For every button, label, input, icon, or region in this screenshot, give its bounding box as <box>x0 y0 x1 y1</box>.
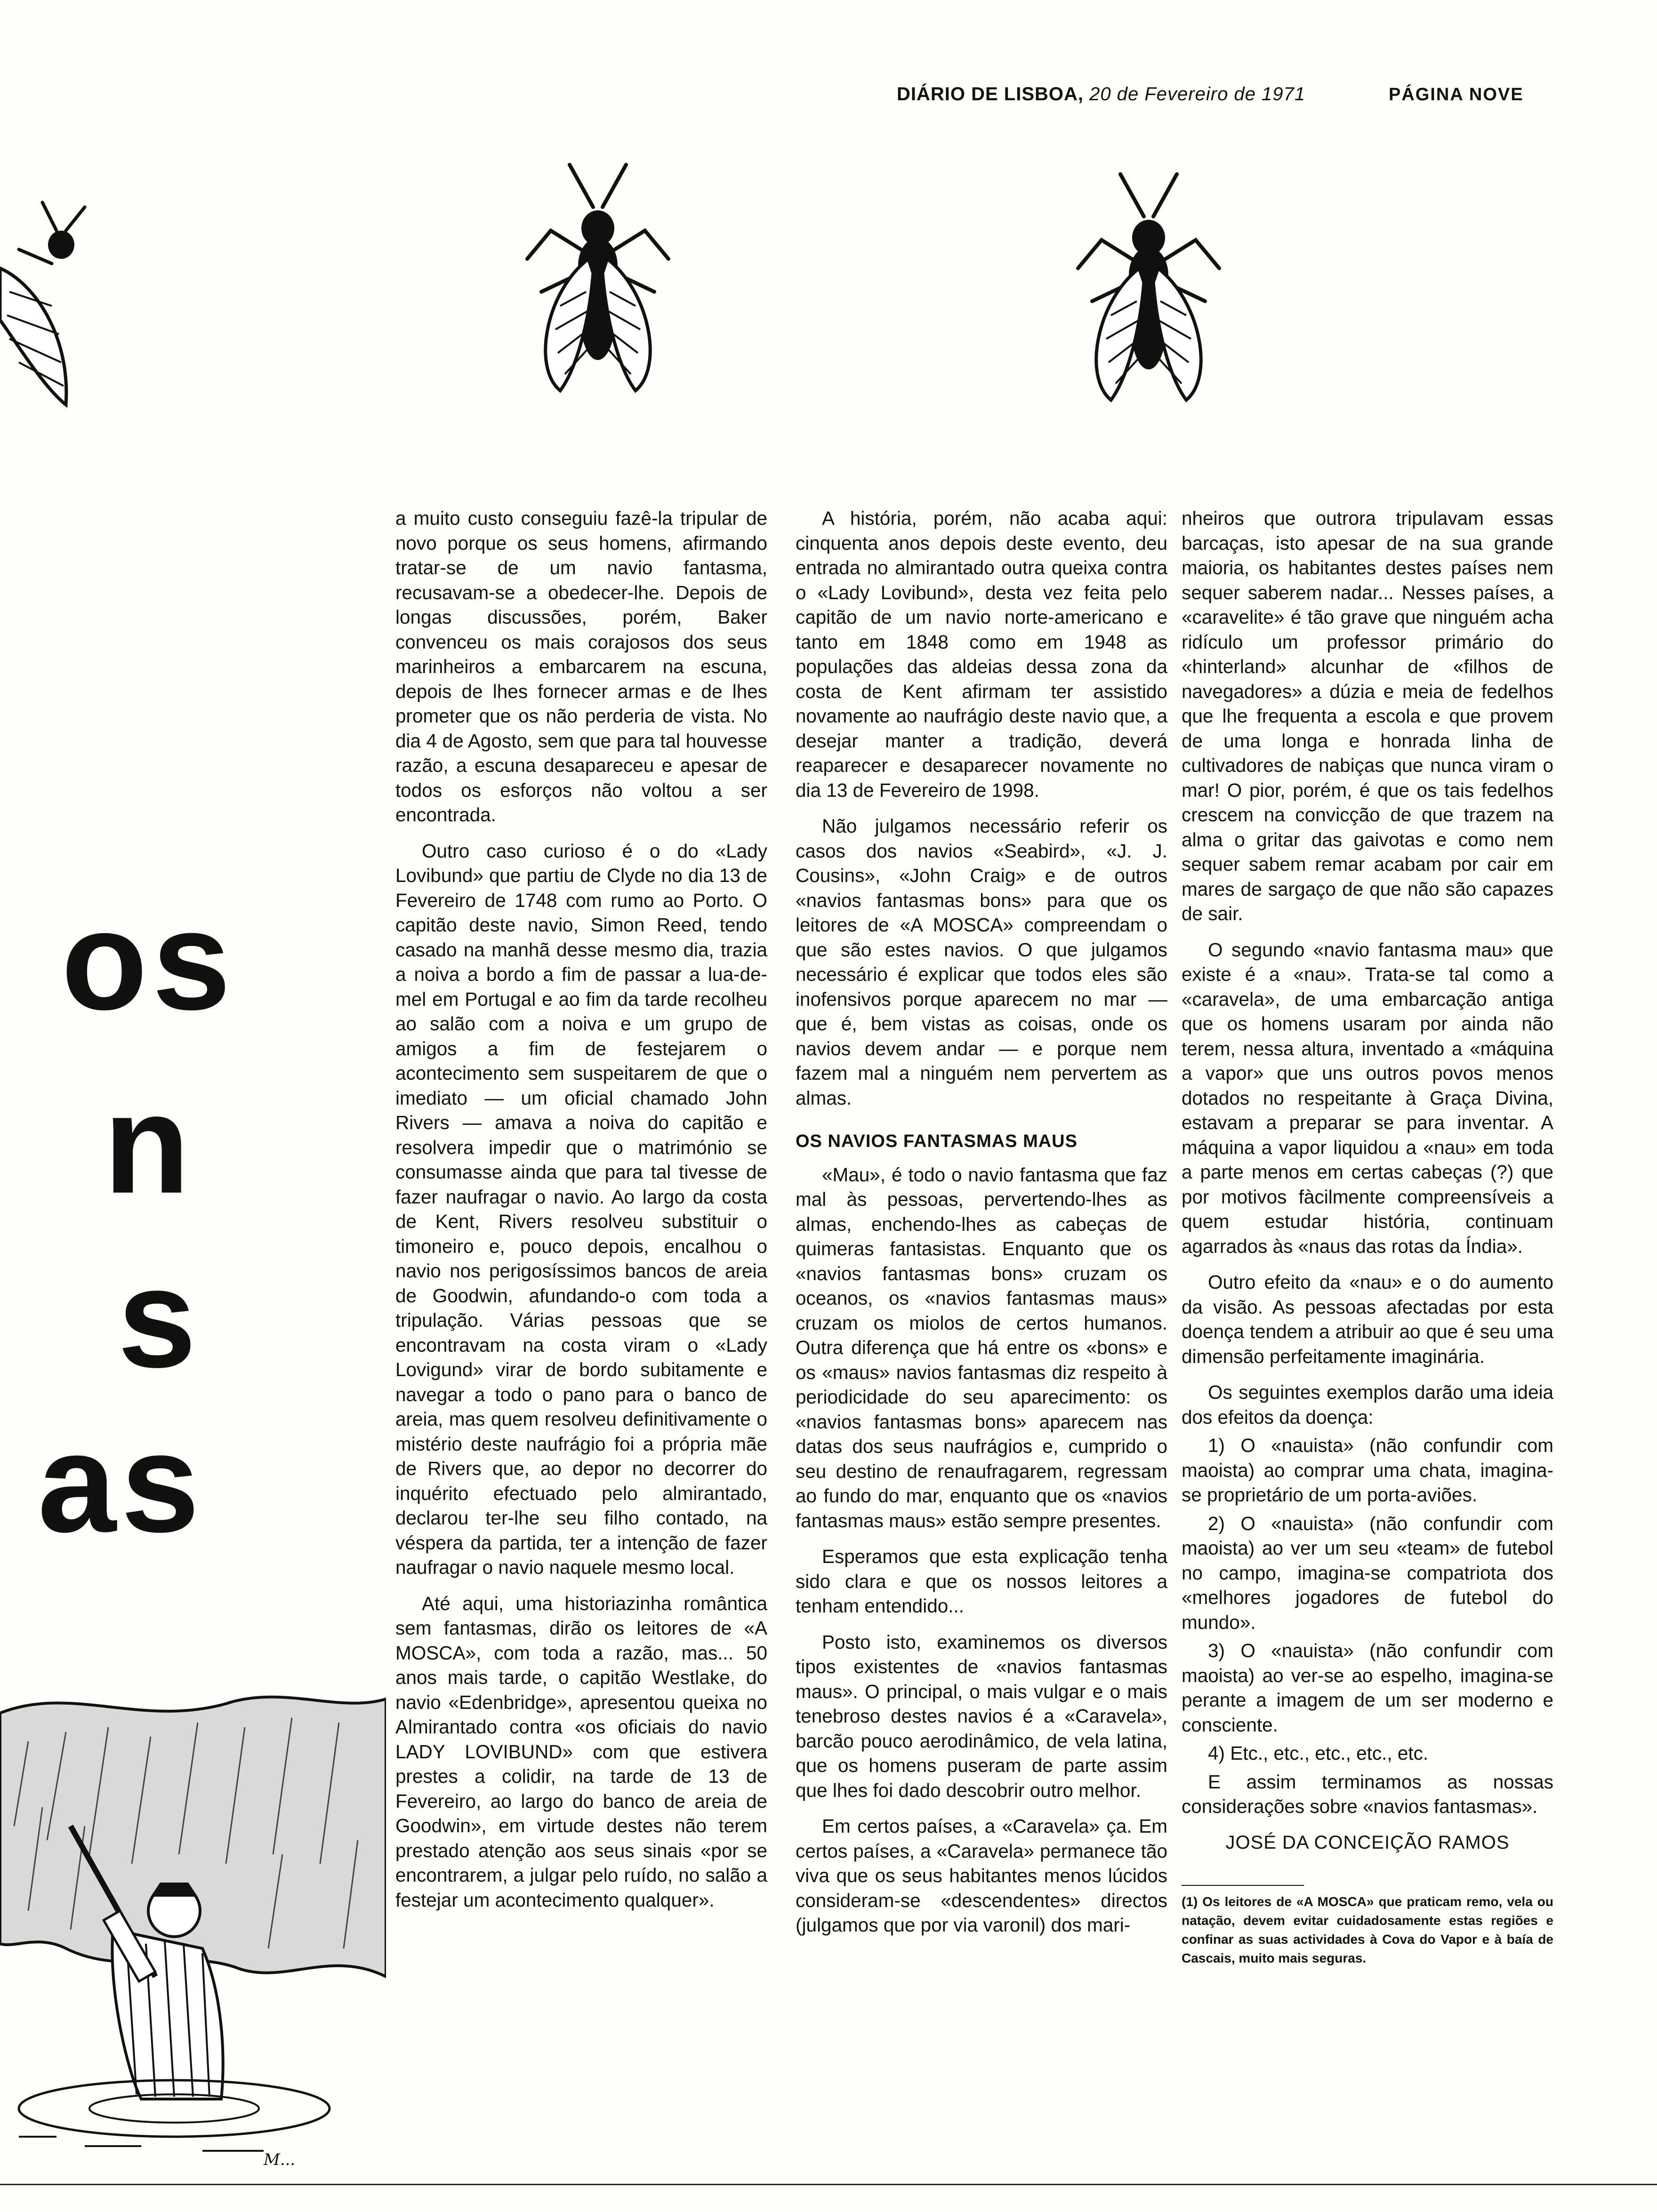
paragraph: Outro caso curioso é o do «Lady Lovibund» que partiu de Clyde no dia 13 de Fevereiro de 1748 com rumo ao Porto. O capitão deste navio, Simon Reed, tendo casado na manhã desse mesmo dia, trazia a noiva a bordo a fim de passar a lua-de-mel em Portugal e ao fim da tarde recolheu ao salão com a noiva e um grupo de amigos a fim de festejarem o acontecimento sem suspeitarem de que o imediato — um oficial chamado John Rivers — amava a noiva do capitão e resolvera impedir que o matrimónio se consumasse ainda que para tal tivesse de fazer naufragar o navio. Ao largo da costa de Kent, Rivers resolveu substituir o timoneiro e, pouco depois, encalhou o navio nos perigosíssimos bancos de areia de Goodwin, afundando-o com toda a tripulação. Várias pessoas que se encontravam na costa viram o «Lady Lovigund» virar de bordo subitamente e navegar a todo o pano para o banco de areia, mas quem resolveu definitivamente o mistério deste naufrágio foi a própria mãe de Rivers que, ao depor no decorrer do inquérito efectuado pelo almirantado, declarou ter-lhe seu filho contado, na véspera da partida, ter a intenção de fazer naufragar o navio naquele mesmo local. <box>395 840 767 1578</box>
title-fragment: as <box>38 1403 204 1562</box>
title-fragment: n <box>104 1065 195 1223</box>
article-column-1 <box>395 506 767 1923</box>
paragraph: a muito custo conseguiu fazê-la tripular de novo porque os seus homens, afirmando tratar-se de um navio fantasma, recusavam-se a obedecer-lhe. Depois de longas discussões, porém, Baker convenceu os mais corajosos dos seus marinheiros a embarcarem na escuna, depois de lhes fornecer armas e de lhes prometer que os não perderia de vista. No dia 4 de Agosto, sem que para tal houvesse razão, a escuna desapareceu e apesar de todos os esforços não voltou a ser encontrada. <box>395 507 767 825</box>
paragraph: Posto isto, examinemos os diversos tipos existentes de «navios fantasmas maus». O principal, o mais vulgar e o mais tenebroso destes navios é a «Caravela», barcão pouco aerodinâmico, de vela latina, que os homens puseram de parte assim que lhes foi dado descobrir outro melhor. <box>796 1631 1167 1801</box>
list-item: 2) O «nauista» (não confundir com maoista) ao ver um seu «team» de futebol no campo, imagina-se compatriota dos «melhores jogadores de futebol do mundo». <box>1182 1512 1553 1633</box>
paragraph: Esperamos que esta explicação tenha sido clara e que os nossos leitores a tenham entendido... <box>796 1546 1167 1617</box>
newspaper-header <box>897 84 1305 105</box>
paragraph: Em certos países, a «Caravela» ça. Em certos países, a «Caravela» permanece tão viva que os seus habitantes menos lúcidos consideram-se «descendentes» directos (julgamos que por via varonil) dos mari- <box>796 1815 1167 1936</box>
fly-icon <box>499 151 697 395</box>
paragraph: O segundo «navio fantasma mau» que existe é a «nau». Trata-se tal como a «caravela», de uma embarcação antiga que os homens usaram por ainda não terem, nessa altura, inventado a «máquina a vapor» que uns outros povos menos dotados no respeitante à Graça Divina, estavam a preparar se para inventar. A máquina a vapor liquidou a «nau» em toda a parte menos em certas cabeças (?) que por motivos fàcilmente compreensíveis a quem estudar história, continuam agarrados às «naus das rotas da Índia». <box>1182 938 1553 1257</box>
title-fragment: s <box>118 1239 201 1397</box>
paragraph: Outro efeito da «nau» e o do aumento da visão. As pessoas afectadas por esta doença tendem a atribuir ao que é seu uma dimensão perfeitamente imaginária. <box>1182 1271 1553 1367</box>
paragraph: E assim terminamos as nossas considerações sobre «navios fantasmas». <box>1182 1771 1553 1817</box>
article-column-2 <box>796 506 1167 1949</box>
newspaper-name: DIÁRIO DE LISBOA, <box>897 84 1084 104</box>
page-bottom-rule <box>0 2184 1657 2185</box>
illustration-signature: M... <box>264 2150 296 2169</box>
footnote: (1) Os leitores de «A MOSCA» que praticam remo, vela ou natação, devem evitar cuidadosamente estas regiões e confinar as suas actividades à Cova do Vapor e à baía de Cascais, muito mais seguras. <box>1182 1894 1553 1965</box>
paragraph: Os seguintes exemplos darão uma ideia dos efeitos da doença: <box>1182 1381 1553 1428</box>
list-item: 4) Etc., etc., etc., etc., etc. <box>1208 1742 1429 1764</box>
page-label: PÁGINA NOVE <box>1389 85 1524 104</box>
article-column-3 <box>1182 506 1553 1968</box>
paragraph: «Mau», é todo o navio fantasma que faz mal às pessoas, pervertendo-lhes as almas, enchendo-lhes as cabeças de quimeras fantasistas. Enquanto que os «navios fantasmas bons» cruzam os oceanos, os «navios fantasmas maus» cruzam os miolos de certos humanos. Outra diferença que há entre os «bons» e os «maus» navios fantasmas diz respeito à periodicidade do seu aparecimento: os «navios fantasmas bons» aparecem nas datas dos seus naufrágios e, cumprido o seu destino de renaufragarem, regressam ao fundo do mar, enquanto que os «navios fantasmas maus» estão sempre presentes. <box>796 1163 1167 1531</box>
list-item: 1) O «nauista» (não confundir com maoista) ao comprar uma chata, imagina-se proprietário de um porta-aviões. <box>1182 1435 1553 1506</box>
decorative-title <box>0 471 264 1788</box>
title-fragment: os <box>61 881 236 1039</box>
paragraph: Não julgamos necessário referir os casos dos navios «Seabird», «J. J. Cousins», «John Craig» e de outros «navios fantasmas bons» para que os leitores de «A MOSCA» compreendam o que são estes navios. O que julgamos necessário é explicar que todos eles são inofensivos porque aparecem no mar — que é, bem vistas as coisas, onde os navios devem andar — e porque nem fazem mal a ninguém nem pervertem as almas. <box>796 815 1167 1109</box>
paragraph: A história, porém, não acaba aqui: cinquenta anos depois deste evento, deu entrada no almirantado outra queixa contra o «Lady Lovibund», desta vez feita pelo capitão de um navio norte-americano e tanto em 1848 como em 1948 as populações das aldeias dessa zona da costa de Kent afirmam ter assistido novamente ao naufrágio deste navio que, a desejar manter a tradição, deverá reaparecer e desaparecer novamente no dia 13 de Fevereiro de 1998. <box>796 507 1167 801</box>
footnote-divider <box>1182 1885 1304 1886</box>
issue-date: 20 de Fevereiro de 1971 <box>1089 84 1306 104</box>
author-signature: JOSÉ DA CONCEIÇÃO RAMOS <box>1225 1832 1510 1853</box>
paragraph: nheiros que outrora tripulavam essas barcaças, isto apesar de na sua grande maioria, os habitantes destes países nem sequer saberem nadar... Nesses países, a «caravelite» é tão grave que ninguém acha ridículo um professor primário do «hinterland» alcunhar de «filhos de navegadores» a dúzia e meia de fedelhos que lhe frequenta a escola e que provem de uma longa e honrada linha de cultivadores de nabiças que nunca viram o mar! O pior, porém, é que os tais fedelhos crescem na convicção de que trazem na alma o gritar das gaivotas e como nem sequer sabem remar acabam por cair em mares de sargaço de que não são capazes de sair. <box>1182 507 1553 924</box>
sailor-in-storm-illustration <box>0 1685 386 2184</box>
list-item: 3) O «nauista» (não confundir com maoista) ao ver-se ao espelho, imagina-se perante a imagem de um ser moderno e consciente. <box>1182 1640 1553 1736</box>
paragraph: Até aqui, uma historiazinha romântica sem fantasmas, dirão os leitores de «A MOSCA», com toda a razão, mas... 50 anos mais tarde, o capitão Westlake, do navio «Edenbridge», apresentou queixa no Almirantado contra «os oficiais do navio LADY LOVIBUND» com que estivera prestes a colidir, na tarde de 13 de Fevereiro, ao largo do banco de areia de Goodwin», em virtude destes não terem prestado atenção aos seus sinais «por se encontrarem, a julgar pelo ruído, no salão a festejar um acontecimento qualquer». <box>395 1592 767 1911</box>
fly-icon <box>1050 160 1247 405</box>
fly-icon <box>0 198 94 424</box>
section-heading: OS NAVIOS FANTASMAS MAUS <box>796 1131 1078 1151</box>
